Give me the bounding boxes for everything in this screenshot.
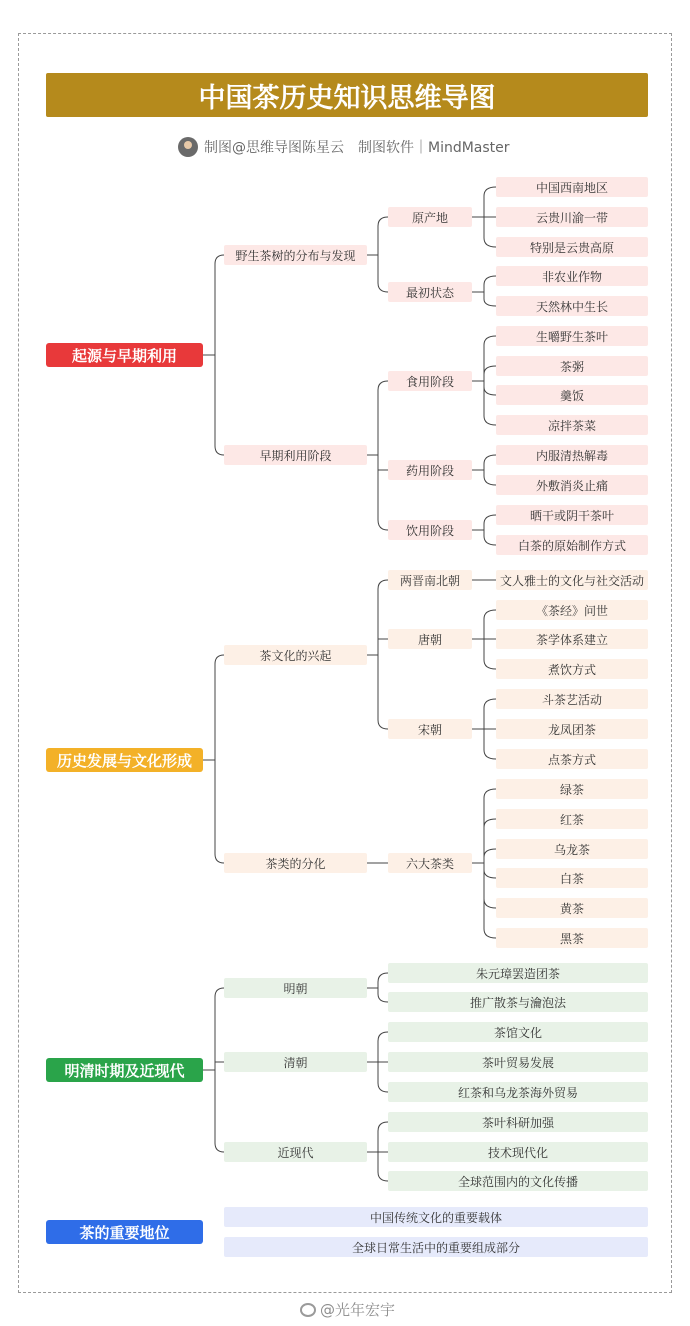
node-jin-dynasties[interactable]: 两晋南北朝 — [388, 570, 472, 590]
node-qing-dynasty[interactable]: 清朝 — [224, 1052, 367, 1072]
leaf-node[interactable]: 红茶 — [496, 809, 648, 829]
leaf-node[interactable]: 茶粥 — [496, 356, 648, 376]
weibo-icon — [300, 1303, 316, 1317]
connector — [484, 381, 496, 395]
leaf-node[interactable]: 文人雅士的文化与社交活动 — [496, 570, 648, 590]
leaf-node[interactable]: 生嚼野生茶叶 — [496, 326, 648, 346]
branch-history-culture[interactable]: 历史发展与文化形成 — [46, 748, 203, 772]
leaf-node[interactable]: 点茶方式 — [496, 749, 648, 769]
leaf-node[interactable]: 乌龙茶 — [496, 839, 648, 859]
leaf-node[interactable]: 斗茶艺活动 — [496, 689, 648, 709]
leaf-node[interactable]: 白茶的原始制作方式 — [496, 535, 648, 555]
connector — [378, 455, 388, 530]
connector — [203, 255, 224, 355]
connector — [484, 470, 496, 485]
node-wild-tea-distribution[interactable]: 野生茶树的分布与发现 — [224, 245, 367, 265]
connector — [215, 1062, 224, 1070]
connector — [378, 1152, 388, 1181]
connector — [472, 699, 496, 729]
branch-tea-importance[interactable]: 茶的重要地位 — [46, 1220, 203, 1244]
page-title: 中国茶历史知识思维导图 — [46, 73, 648, 117]
leaf-node[interactable]: 黑茶 — [496, 928, 648, 948]
leaf-node[interactable]: 羹饭 — [496, 385, 648, 405]
connector — [484, 381, 496, 425]
connector — [484, 863, 496, 908]
leaf-node[interactable]: 绿茶 — [496, 779, 648, 799]
connector — [215, 1070, 224, 1152]
connector — [484, 639, 496, 669]
leaf-node[interactable]: 茶学体系建立 — [496, 629, 648, 649]
connector — [215, 355, 224, 455]
connector — [484, 863, 496, 878]
connector — [378, 655, 388, 729]
connector — [472, 610, 496, 639]
connector — [367, 381, 388, 455]
leaf-node[interactable]: 煮饮方式 — [496, 659, 648, 679]
connector — [378, 988, 388, 1002]
connector — [215, 760, 224, 863]
leaf-node[interactable]: 推广散茶与瀹泡法 — [388, 992, 648, 1012]
leaf-node[interactable]: 黄茶 — [496, 898, 648, 918]
connector — [472, 276, 496, 292]
connector — [484, 530, 496, 545]
branch-ming-qing-modern[interactable]: 明清时期及近现代 — [46, 1058, 203, 1082]
node-six-tea-types[interactable]: 六大茶类 — [388, 853, 472, 873]
connector — [203, 988, 224, 1070]
connector — [472, 187, 496, 217]
footer-watermark — [300, 1299, 395, 1320]
node-modern-era[interactable]: 近现代 — [224, 1142, 367, 1162]
leaf-node[interactable]: 茶馆文化 — [388, 1022, 648, 1042]
leaf-node[interactable]: 内服清热解毒 — [496, 445, 648, 465]
branch-origin[interactable]: 起源与早期利用 — [46, 343, 203, 367]
connector — [484, 217, 496, 247]
credit-software: 制图软件｜MindMaster — [358, 140, 510, 156]
leaf-node[interactable]: 朱元璋罢造团茶 — [388, 963, 648, 983]
leaf-node[interactable]: 白茶 — [496, 868, 648, 888]
leaf-node[interactable]: 云贵川渝一带 — [496, 207, 648, 227]
connector — [378, 639, 388, 655]
connector — [367, 1122, 388, 1152]
node-origin-place[interactable]: 原产地 — [388, 207, 472, 227]
connector — [484, 292, 496, 306]
leaf-node[interactable]: 茶叶科研加强 — [388, 1112, 648, 1132]
connector — [484, 849, 496, 863]
node-early-use-stage[interactable]: 早期利用阶段 — [224, 445, 367, 465]
leaf-node[interactable]: 天然林中生长 — [496, 296, 648, 316]
connector — [378, 255, 388, 292]
connector — [378, 1062, 388, 1092]
leaf-node[interactable]: 凉拌茶菜 — [496, 415, 648, 435]
connector — [203, 655, 224, 760]
connector — [484, 729, 496, 759]
leaf-node[interactable]: 技术现代化 — [388, 1142, 648, 1162]
leaf-node[interactable]: 中国传统文化的重要载体 — [224, 1207, 648, 1227]
leaf-node[interactable]: 全球日常生活中的重要组成部分 — [224, 1237, 648, 1257]
node-ming-dynasty[interactable]: 明朝 — [224, 978, 367, 998]
node-song-dynasty[interactable]: 宋朝 — [388, 719, 472, 739]
leaf-node[interactable]: 中国西南地区 — [496, 177, 648, 197]
connector — [472, 455, 496, 470]
connector — [367, 973, 388, 988]
leaf-node[interactable]: 外敷消炎止痛 — [496, 475, 648, 495]
node-edible-stage[interactable]: 食用阶段 — [388, 371, 472, 391]
leaf-node[interactable]: 晒干或阴干茶叶 — [496, 505, 648, 525]
connector — [472, 515, 496, 530]
connector — [367, 217, 388, 255]
leaf-node[interactable]: 全球范围内的文化传播 — [388, 1171, 648, 1191]
node-tang-dynasty[interactable]: 唐朝 — [388, 629, 472, 649]
node-tea-culture-rise[interactable]: 茶文化的兴起 — [224, 645, 367, 665]
node-medicinal-stage[interactable]: 药用阶段 — [388, 460, 472, 480]
node-tea-classification[interactable]: 茶类的分化 — [224, 853, 367, 873]
credit-author: 制图@思维导图陈星云 — [204, 140, 344, 156]
leaf-node[interactable]: 红茶和乌龙茶海外贸易 — [388, 1082, 648, 1102]
connector — [367, 1032, 388, 1062]
leaf-node[interactable]: 特别是云贵高原 — [496, 237, 648, 257]
node-drinking-stage[interactable]: 饮用阶段 — [388, 520, 472, 540]
footer-handle: @光年宏宇 — [320, 1301, 396, 1319]
leaf-node[interactable]: 龙凤团茶 — [496, 719, 648, 739]
connector — [378, 455, 388, 470]
connector — [484, 819, 496, 863]
connector — [484, 366, 496, 381]
leaf-node[interactable]: 非农业作物 — [496, 266, 648, 286]
leaf-node[interactable]: 茶叶贸易发展 — [388, 1052, 648, 1072]
node-initial-state[interactable]: 最初状态 — [388, 282, 472, 302]
leaf-node[interactable]: 《茶经》问世 — [496, 600, 648, 620]
